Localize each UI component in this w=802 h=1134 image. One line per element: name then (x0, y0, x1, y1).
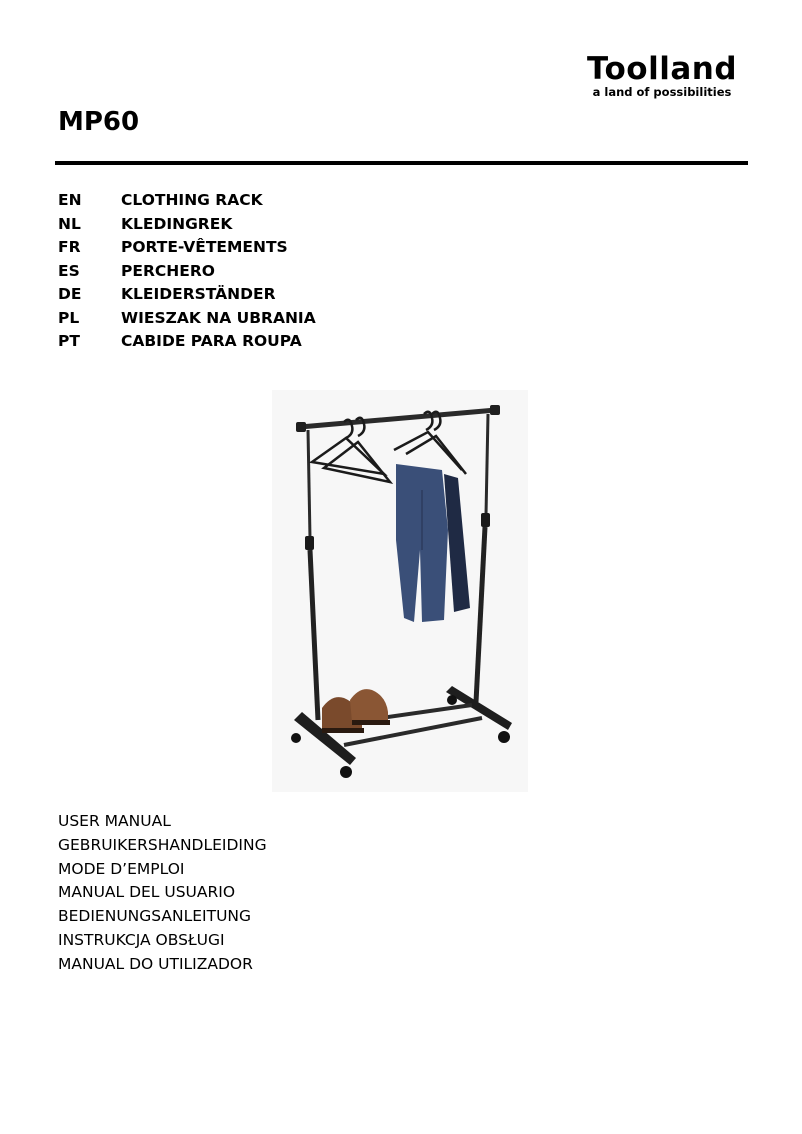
manual-title-list (58, 811, 267, 978)
manual-title-de: BEDIENUNGSANLEITUNG (58, 907, 252, 926)
manual-title-pl: INSTRUKCJA OBSŁUGI (58, 930, 225, 949)
language-code: ES (58, 261, 80, 280)
caster-wheel (340, 766, 352, 778)
language-code: DE (58, 285, 82, 303)
title-row-en (58, 190, 316, 214)
left-height-clamp (305, 536, 314, 550)
language-code: EN (58, 191, 82, 209)
shoe-sole (352, 720, 390, 725)
title-row-de (58, 284, 316, 308)
top-rail-cap-right (490, 405, 500, 415)
right-upper-pole (486, 414, 488, 515)
title-row-es (58, 261, 316, 285)
manual-title-en: USER MANUAL (58, 812, 171, 830)
brand-logo (578, 52, 746, 99)
top-rail-cap-left (296, 422, 306, 432)
header-divider (55, 161, 748, 165)
language-code: PL (58, 308, 80, 327)
manual-title-fr: MODE D’EMPLOI (58, 859, 185, 878)
product-title: KLEIDERSTÄNDER (121, 285, 276, 303)
product-title: CLOTHING RACK (121, 191, 263, 209)
title-row-fr (58, 237, 316, 261)
caster-wheel (447, 695, 457, 705)
manual-title-pt: MANUAL DO UTILIZADOR (58, 954, 253, 973)
language-code: NL (58, 214, 81, 233)
title-row-pl (58, 308, 316, 332)
shoe-sole (322, 728, 364, 733)
model-number: MP60 (58, 107, 140, 137)
caster-wheel (291, 733, 301, 743)
brand-tagline: a land of possibilities (592, 85, 732, 99)
product-title: PORTE-VÊTEMENTS (121, 238, 288, 256)
language-code: PT (58, 332, 80, 350)
product-title: CABIDE PARA ROUPA (121, 332, 302, 350)
caster-wheel (498, 731, 510, 743)
product-title: WIESZAK NA UBRANIA (121, 308, 316, 327)
manual-title-es: MANUAL DEL USUARIO (58, 883, 236, 902)
product-title: PERCHERO (121, 261, 215, 280)
title-row-nl (58, 214, 316, 238)
product-title-list (58, 190, 316, 355)
clothing-rack-photo (272, 390, 528, 792)
language-code: FR (58, 238, 81, 256)
brand-name: Toolland (586, 51, 738, 87)
product-title: KLEDINGREK (121, 214, 233, 233)
left-upper-pole (308, 430, 310, 538)
manual-title-nl: GEBRUIKERSHANDLEIDING (58, 835, 267, 854)
right-height-clamp (481, 513, 490, 527)
title-row-pt (58, 331, 316, 355)
